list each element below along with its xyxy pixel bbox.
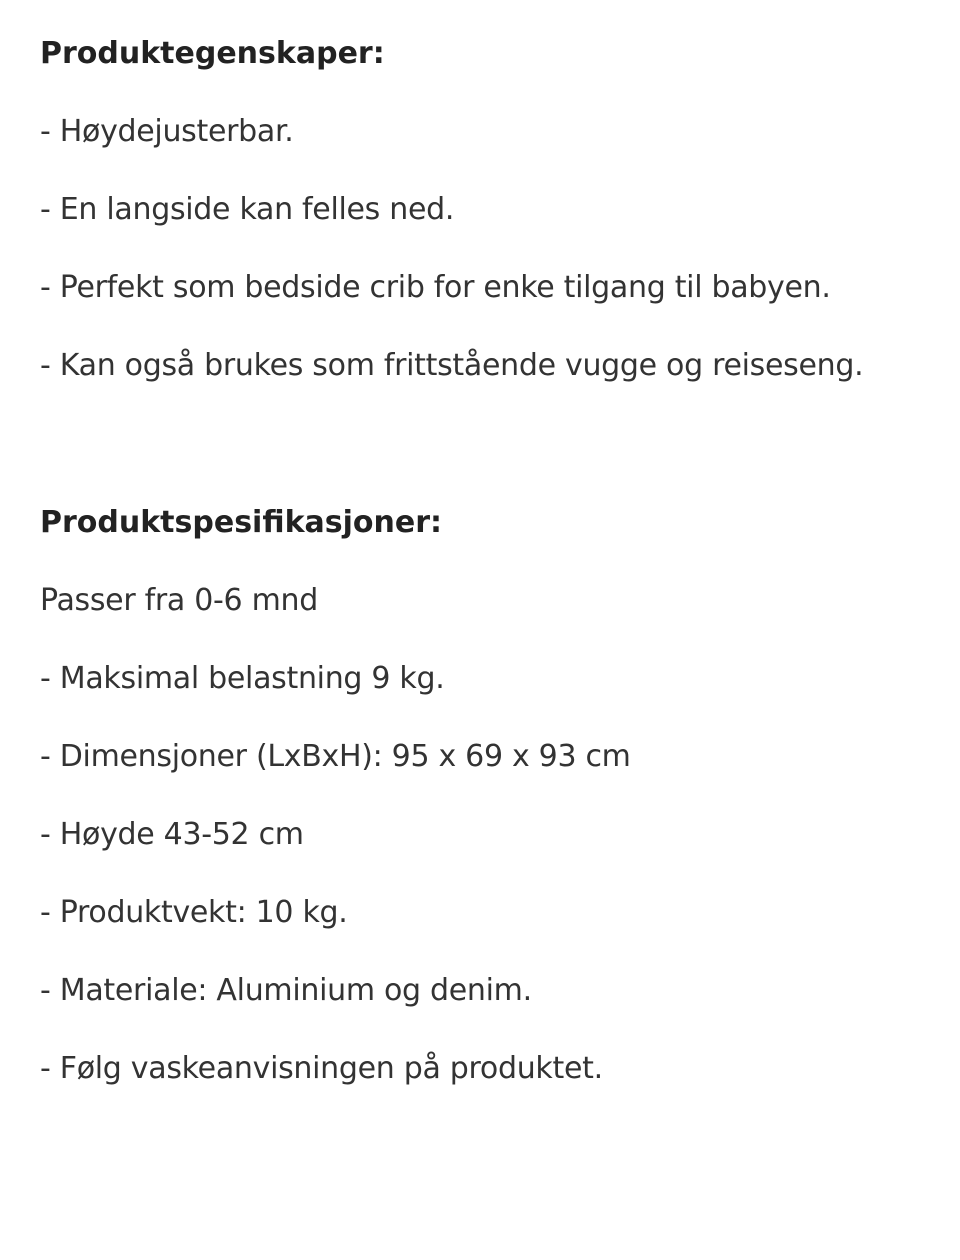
spec-item: - Materiale: Aluminium og denim. — [40, 973, 532, 1008]
spec-item: - Dimensjoner (LxBxH): 95 x 69 x 93 cm — [40, 739, 631, 774]
feature-item: - Høydejusterbar. — [40, 114, 294, 149]
spec-item: - Produktvekt: 10 kg. — [40, 895, 348, 930]
feature-item: - En langside kan felles ned. — [40, 192, 455, 227]
spec-item: - Høyde 43-52 cm — [40, 817, 304, 852]
specs-heading: Produktspesifikasjoner: — [40, 505, 443, 540]
spec-item: - Følg vaskeanvisningen på produktet. — [40, 1051, 603, 1086]
features-heading: Produktegenskaper: — [40, 36, 385, 71]
specs-intro: Passer fra 0-6 mnd — [40, 583, 318, 618]
spec-item: - Maksimal belastning 9 kg. — [40, 661, 445, 696]
feature-item: - Perfekt som bedside crib for enke tilgang til babyen. — [40, 270, 831, 305]
feature-item: - Kan også brukes som frittstående vugge og reiseseng. — [40, 348, 864, 383]
